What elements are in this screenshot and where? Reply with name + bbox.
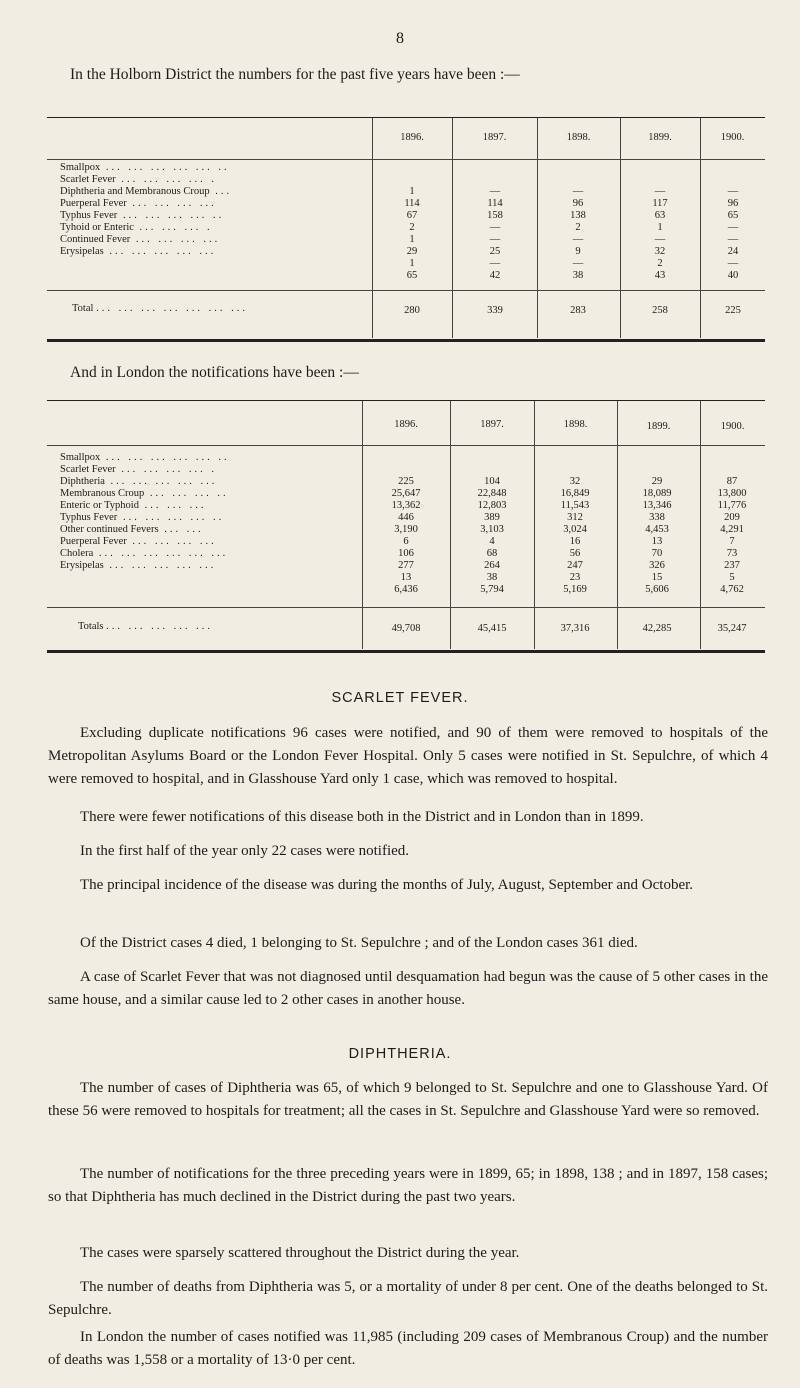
row-label xyxy=(60,464,217,475)
table-cell: 104 xyxy=(484,476,500,487)
table-cell: 96 xyxy=(727,198,739,209)
disease-name: Other continued Fevers xyxy=(60,524,159,535)
table-cell: 16,849 xyxy=(560,488,590,499)
table-cell: 264 xyxy=(484,560,500,571)
table-cell: — xyxy=(572,186,584,197)
disease-name: Erysipelas xyxy=(60,246,104,257)
disease-name: Typhus Fever xyxy=(60,210,118,221)
table-cell: 1 xyxy=(409,186,415,197)
table-cell: 13 xyxy=(651,536,663,547)
year-header: 1896. xyxy=(400,132,424,143)
row-label xyxy=(60,524,204,535)
table-cell: 6 xyxy=(403,536,409,547)
table-cell: 4,291 xyxy=(720,524,744,535)
disease-name: Membranous Croup xyxy=(60,488,145,499)
total-value: 339 xyxy=(487,305,503,316)
row-label xyxy=(60,536,217,547)
leader-dots: ... ... ... .. xyxy=(144,488,229,499)
row-label xyxy=(60,210,224,221)
total-rule xyxy=(47,290,765,291)
year-header: 1898. xyxy=(566,132,591,143)
disease-name: Scarlet Fever xyxy=(60,464,116,475)
leader-dots: ... ... ... ... ... xyxy=(103,246,217,257)
table-cell: 24 xyxy=(727,246,739,257)
year-header: 1897. xyxy=(480,419,504,430)
leader-dots: ... ... xyxy=(158,524,204,535)
table-cell: 389 xyxy=(484,512,500,523)
table-cell: 63 xyxy=(654,210,666,221)
table-cell: 247 xyxy=(567,560,583,571)
row-label xyxy=(60,246,216,257)
table-cell: 2 xyxy=(657,258,663,269)
table-cell: — xyxy=(489,234,501,245)
table-cell: 5,606 xyxy=(645,584,669,595)
scarlet-paragraph: In the first half of the year only 22 cases were notified. xyxy=(80,843,410,859)
table-cell: 16 xyxy=(569,536,581,547)
total-label: Total ... ... ... ... ... ... ... xyxy=(72,303,248,314)
header-rule xyxy=(47,159,765,160)
table-cell: 87 xyxy=(726,476,738,487)
table-cell: 29 xyxy=(406,246,418,257)
diphtheria-paragraph: The number of cases of Diphtheria was 65, of which 9 belonged to St. Sepulchre and one to Glasshouse Yard. Of these 56 were removed to hospitals for treatment; all the cases in St. Sepulchre and Glasshouse Yard were so removed. xyxy=(48,1080,768,1119)
total-value: 35,247 xyxy=(717,623,747,634)
leader-dots: ... ... ... ... ... .. xyxy=(100,452,230,463)
column-rule xyxy=(362,401,363,649)
table-cell: 4,762 xyxy=(720,584,744,595)
scarlet-paragraph: Of the District cases 4 died, 1 belonging to St. Sepulchre ; and of the London cases 361 died. xyxy=(80,935,638,951)
table-cell: 96 xyxy=(572,198,584,209)
table-cell: 114 xyxy=(487,198,503,209)
leader-dots: ... ... ... ... ... xyxy=(103,560,217,571)
row-label xyxy=(60,488,229,499)
total-label: Totals ... ... ... ... ... xyxy=(78,621,214,632)
row-label xyxy=(60,186,232,197)
table-cell: 209 xyxy=(724,512,740,523)
table-cell: 67 xyxy=(406,210,418,221)
table-cell: 56 xyxy=(569,548,581,559)
total-value: 49,708 xyxy=(391,623,421,634)
disease-name: Tyhoid or Enteric xyxy=(60,222,134,233)
scarlet-paragraph: The principal incidence of the disease was during the months of July, August, September and October. xyxy=(80,877,694,893)
leader-dots: ... ... ... ... . xyxy=(115,464,217,475)
disease-name: Scarlet Fever xyxy=(60,174,116,185)
leader-dots: ... ... ... ... ... xyxy=(104,476,218,487)
table-cell: — xyxy=(489,186,501,197)
leader-dots: ... ... ... ... .. xyxy=(117,512,225,523)
diphtheria-paragraph: In London the number of cases notified was 11,985 (including 209 cases of Membranous Croup) and the number of deaths was 1,558 or a mortality of 13·0 per cent. xyxy=(48,1329,768,1368)
london-intro: And in London the notifications have been :— xyxy=(70,364,359,381)
table-cell: — xyxy=(572,258,584,269)
year-header: 1900. xyxy=(720,132,745,143)
table-cell: — xyxy=(727,186,739,197)
table-cell: 32 xyxy=(569,476,581,487)
table-cell: — xyxy=(727,234,739,245)
disease-name: Erysipelas xyxy=(60,560,104,571)
table-cell: 65 xyxy=(727,210,739,221)
table-cell: 43 xyxy=(654,270,666,281)
header-rule xyxy=(47,445,765,446)
row-label xyxy=(60,452,230,463)
table-cell: 5,794 xyxy=(480,584,504,595)
table-cell: 70 xyxy=(651,548,663,559)
row-label xyxy=(60,560,216,571)
table-cell: 23 xyxy=(569,572,581,583)
leader-dots: ... ... ... . xyxy=(133,222,213,233)
scarlet-paragraph: A case of Scarlet Fever that was not diagnosed until desquamation had begun was the cause of 5 other cases in the same house, and a similar cause led to 2 other cases in another house. xyxy=(48,969,768,1008)
table-cell: 11,776 xyxy=(717,500,747,511)
year-header: 1899. xyxy=(648,132,672,143)
total-value: 45,415 xyxy=(477,623,507,634)
table-cell: 12,803 xyxy=(477,500,507,511)
row-label xyxy=(60,476,217,487)
table-cell: 5 xyxy=(729,572,735,583)
leader-dots: ... ... ... ... ... .. xyxy=(100,162,230,173)
table-cell: 5,169 xyxy=(563,584,587,595)
table-cell: 225 xyxy=(398,476,414,487)
table-cell: 18,089 xyxy=(642,488,672,499)
table-cell: 11,543 xyxy=(560,500,590,511)
total-value: 283 xyxy=(570,305,586,316)
table-cell: 40 xyxy=(727,270,739,281)
disease-name: Diphtheria and Membranous Croup xyxy=(60,186,210,197)
row-label xyxy=(60,548,228,559)
column-rule xyxy=(452,118,453,338)
disease-name: Continued Fever xyxy=(60,234,131,245)
table-cell: 446 xyxy=(398,512,414,523)
table-cell: 29 xyxy=(651,476,663,487)
diphtheria-paragraph: The cases were sparsely scattered throughout the District during the year. xyxy=(80,1245,520,1261)
table-cell: 1 xyxy=(409,258,415,269)
table-cell: 117 xyxy=(652,198,668,209)
row-label xyxy=(60,198,217,209)
table-cell: 68 xyxy=(486,548,498,559)
table-cell: — xyxy=(489,222,501,233)
year-header: 1899. xyxy=(646,421,671,432)
disease-name: Puerperal Fever xyxy=(60,536,127,547)
table-cell: 7 xyxy=(729,536,735,547)
holborn-intro: In the Holborn District the numbers for the past five years have been :— xyxy=(70,66,520,83)
table-cell: 32 xyxy=(654,246,666,257)
table-cell: — xyxy=(572,234,584,245)
leader-dots: ... ... ... ... ... ... xyxy=(93,548,229,559)
total-rule xyxy=(47,607,765,608)
table-cell: 312 xyxy=(567,512,583,523)
column-rule xyxy=(450,401,451,649)
table-cell: 2 xyxy=(409,222,415,233)
table-cell: 1 xyxy=(657,222,663,233)
table-cell: 3,024 xyxy=(563,524,587,535)
table-cell: 2 xyxy=(575,222,581,233)
page-number: 8 xyxy=(396,30,404,47)
table-cell: 13,346 xyxy=(642,500,672,511)
table-cell: 4 xyxy=(489,536,495,547)
table-cell: 4,453 xyxy=(645,524,669,535)
year-header: 1900. xyxy=(720,421,745,432)
leader-dots: ... ... ... ... xyxy=(126,198,217,209)
leader-dots: ... xyxy=(209,186,233,197)
leader-dots: ... ... ... xyxy=(138,500,207,511)
diphtheria-paragraph: The number of deaths from Diphtheria was 5, or a mortality of under 8 per cent. One of the deaths belonged to St. Sepulchre. xyxy=(48,1279,768,1318)
table-cell: 106 xyxy=(398,548,414,559)
disease-name: Smallpox xyxy=(60,162,101,173)
table-cell: 25,647 xyxy=(391,488,421,499)
year-header: 1896. xyxy=(394,419,418,430)
table-cell: — xyxy=(654,186,666,197)
table-cell: — xyxy=(489,258,501,269)
table-cell: 38 xyxy=(486,572,498,583)
table-cell: 6,436 xyxy=(394,584,418,595)
table-cell: 3,190 xyxy=(394,524,418,535)
table-cell: 13,800 xyxy=(717,488,747,499)
total-value: 258 xyxy=(652,305,668,316)
table-cell: — xyxy=(654,234,666,245)
total-value: 280 xyxy=(404,305,420,316)
disease-name: Puerperal Fever xyxy=(60,198,127,209)
leader-dots: ... ... ... ... xyxy=(126,536,217,547)
row-label xyxy=(60,222,213,233)
row-label xyxy=(60,234,220,245)
table-cell: 326 xyxy=(649,560,665,571)
table-cell: 42 xyxy=(489,270,501,281)
table-cell: 38 xyxy=(572,270,584,281)
table-cell: 237 xyxy=(724,560,740,571)
disease-name: Cholera xyxy=(60,548,94,559)
year-header: 1898. xyxy=(563,419,588,430)
table-cell: 114 xyxy=(404,198,420,209)
table-cell: — xyxy=(727,258,739,269)
table-cell: 277 xyxy=(398,560,414,571)
diphtheria-paragraph: The number of notifications for the three preceding years were in 1899, 65; in 1898, 138 ; and in 1897, 158 cases; so that Diphtheria has much declined in the District during the past two years. xyxy=(48,1166,768,1205)
table-cell: 65 xyxy=(406,270,418,281)
leader-dots: ... ... ... ... xyxy=(130,234,221,245)
disease-name: Typhus Fever xyxy=(60,512,118,523)
row-label xyxy=(60,174,217,185)
table-cell: — xyxy=(727,222,739,233)
scarlet-fever-heading: SCARLET FEVER. xyxy=(331,690,469,706)
table-cell: 3,103 xyxy=(480,524,504,535)
table-cell: 1 xyxy=(409,234,415,245)
table-cell: 22,848 xyxy=(477,488,507,499)
table-cell: 338 xyxy=(649,512,665,523)
table-cell: 158 xyxy=(487,210,503,221)
year-header: 1897. xyxy=(482,132,507,143)
table-cell: 9 xyxy=(575,246,581,257)
table-cell: 138 xyxy=(570,210,586,221)
leader-dots: ... ... ... ... .. xyxy=(117,210,225,221)
table-cell: 13 xyxy=(400,572,412,583)
leader-dots: ... ... ... ... . xyxy=(115,174,217,185)
total-value: 42,285 xyxy=(642,623,672,634)
row-label xyxy=(60,512,224,523)
table-cell: 73 xyxy=(726,548,738,559)
table-cell: 15 xyxy=(651,572,663,583)
diphtheria-heading: DIPHTHERIA. xyxy=(348,1046,452,1062)
scarlet-paragraph: Excluding duplicate notifications 96 cases were notified, and 90 of them were removed to hospitals of the Metropolitan Asylums Board or the London Fever Hospital. Only 5 cases were notified in St. Sepulchre, of which 4 were removed to hospital, and in Glasshouse Yard only 1 case, which was removed to hospital. xyxy=(48,725,768,787)
row-label xyxy=(60,500,206,511)
table-cell: 13,362 xyxy=(391,500,421,511)
disease-name: Enteric or Typhoid xyxy=(60,500,139,511)
table-cell: 25 xyxy=(489,246,501,257)
scarlet-paragraph: There were fewer notifications of this disease both in the District and in London than in 1899. xyxy=(80,809,644,825)
disease-name: Smallpox xyxy=(60,452,101,463)
total-value: 225 xyxy=(725,305,741,316)
total-value: 37,316 xyxy=(560,623,590,634)
row-label xyxy=(60,162,230,173)
disease-name: Diphtheria xyxy=(60,476,105,487)
